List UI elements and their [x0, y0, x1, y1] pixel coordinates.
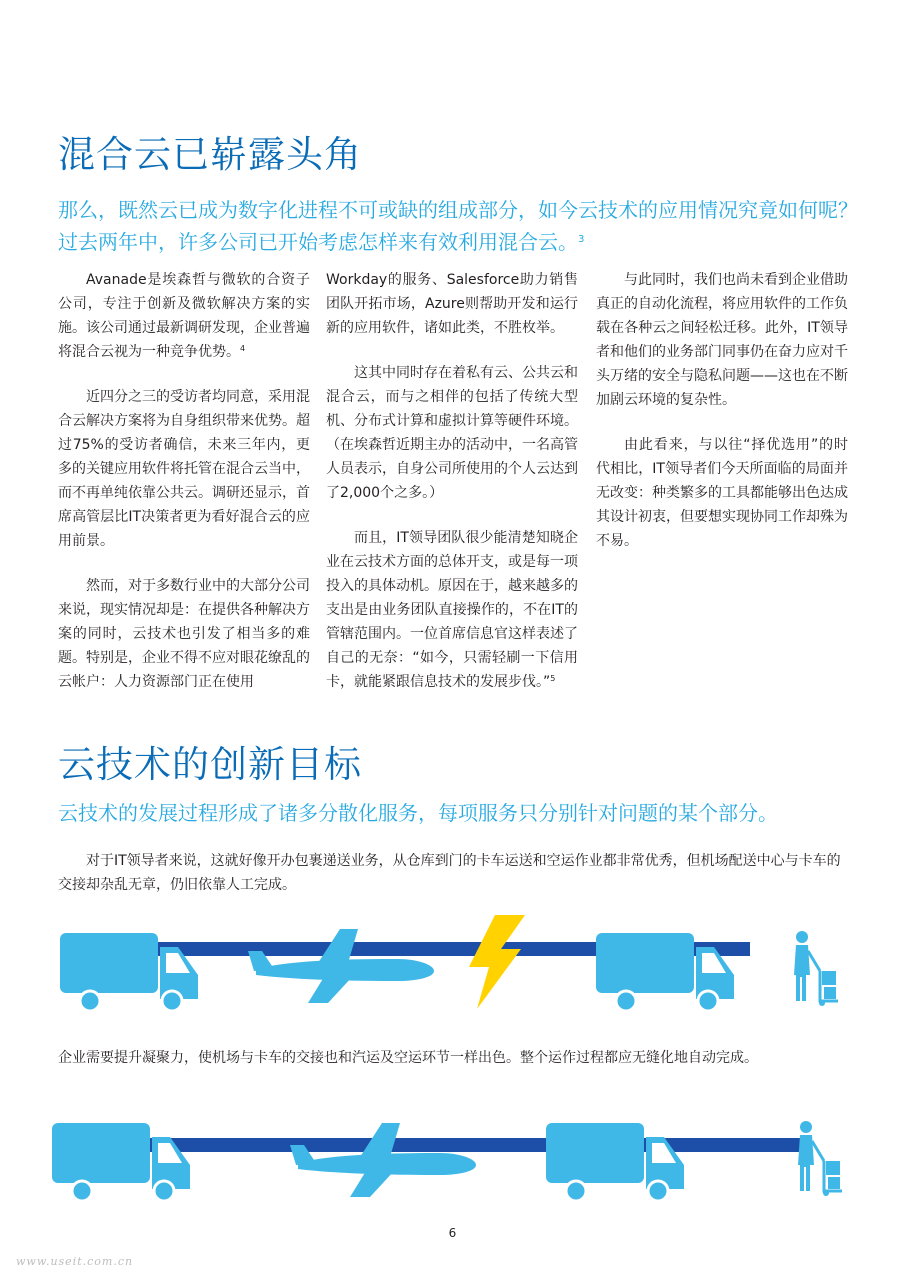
col3-paragraph-2: 由此看来，与以往“择优选用”的时代相比，IT领导者们今天所面临的局面并无改变：种类繁多的工具都能够出色达成其设计初衷，但要想实现协同工作却殊为不易。 [596, 437, 848, 549]
watermark: www.useit.com.cn [16, 1255, 134, 1268]
paragraph-text: Avanade是埃森哲与微软的合资子公司，专注于创新及微软解决方案的实施。该公司通过最新调研发现，企业普遍将混合云视为一种竞争优势。 [58, 272, 310, 360]
col3-paragraph-1: 与此同时，我们也尚未看到企业借助真正的自动化流程，将应用软件的工作负载在各种云之间轻松迁移。此外，IT领导者和他们的业务部门同事仍在奋力应对千头万绪的安全与隐私问题——这也在不断加剧云环境的复杂性。 [596, 272, 848, 408]
page-number: 6 [448, 1226, 457, 1240]
footnote-ref: 3 [578, 234, 585, 245]
lightning-bolt-icon [469, 915, 525, 1009]
col2-paragraph-2: 这其中同时存在着私有云、公共云和混合云，而与之相伴的包括了传统大型机、分布式计算和虚拟计算等硬件环境。（在埃森哲近期主办的活动中，一名高管人员表示，自身公司所使用的个人云达到了2,000个之多。） [326, 365, 578, 501]
paragraph-text: 而且，IT领导团队很少能清楚知晓企业在云技术方面的总体开支，或是每一项投入的具体动机。原因在于，越来越多的支出是由业务团队直接操作的，不在IT的管辖范围内。一位首席信息官这样表述了自己的无奈：“如今，只需轻刷一下信用卡，就能紧跟信息技术的发展步伐。” [326, 530, 578, 690]
delivery-chain-seamless-illustration [0, 1105, 905, 1200]
airplane-icon [248, 929, 434, 1003]
section-title-hybrid-cloud: 混合云已崭露头角 [58, 133, 362, 176]
lead-text: 那么，既然云已成为数字化进程不可或缺的组成部分，如今云技术的应用情况究竟如何呢？过去两年中，许多公司已开始考虑怎样来有效利用混合云。 [58, 198, 858, 254]
truck-icon [52, 1123, 190, 1200]
col2-paragraph-3 [326, 526, 578, 694]
section-lead-cloud-innovation: 云技术的发展过程形成了诸多分散化服务，每项服务只分别针对问题的某个部分。 [58, 801, 778, 825]
footnote-ref: 4 [240, 344, 246, 353]
col2-paragraph-1: Workday的服务、Salesforce助力销售团队开拓市场，Azure则帮助开发和运行新的应用软件，诸如此类，不胜枚举。 [326, 272, 578, 336]
body-paragraph-2: 企业需要提升凝聚力，使机场与卡车的交接也和汽运及空运环节一样出色。整个运作过程都应无缝化地自动完成。 [58, 1050, 758, 1066]
footnote-ref: 5 [550, 674, 556, 683]
transport-line [120, 1138, 800, 1152]
col1-paragraph-3: 然而，对于多数行业中的大部分公司来说，现实情况却是：在提供各种解决方案的同时，云技术也引发了相当多的难题。特别是，企业不得不应对眼花缭乱的云帐户：人力资源部门正在使用 [58, 578, 310, 690]
column-2 [326, 268, 578, 715]
truck-icon [546, 1123, 684, 1200]
delivery-chain-broken-illustration [0, 915, 905, 1010]
col1-paragraph-2: 近四分之三的受访者均同意，采用混合云解决方案将为自身组织带来优势。超过75%的受访者确信，未来三年内，更多的关键应用软件将托管在混合云当中，而不再单纯依靠公共云。调研还显示，首席高管层比IT决策者更为看好混合云的应用前景。 [58, 389, 310, 549]
section-lead-hybrid-cloud [58, 194, 858, 258]
body-paragraph-1: 对于IT领导者来说，这就好像开办包裹递送业务，从仓库到门的卡车运送和空运作业都非常优秀，但机场配送中心与卡车的交接却杂乱无章，仍旧依靠人工完成。 [58, 853, 841, 893]
column-1 [58, 268, 310, 715]
section-title-cloud-innovation: 云技术的创新目标 [58, 743, 362, 786]
delivery-person-icon [798, 1121, 842, 1196]
col1-paragraph-1 [58, 268, 310, 364]
airplane-icon [290, 1123, 476, 1197]
delivery-person-icon [794, 931, 838, 1006]
column-3 [596, 268, 848, 574]
